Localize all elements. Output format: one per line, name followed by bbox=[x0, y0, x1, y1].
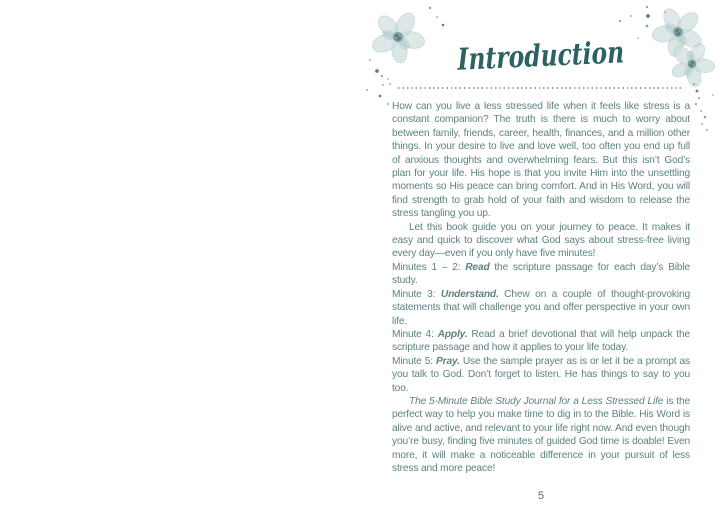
step-keyword: Read bbox=[465, 261, 490, 273]
step-item-minutes-1-2 bbox=[392, 261, 690, 288]
step-text: Chew on a couple of thought-provoking statements that will challenge you and offer perspective in your own life. bbox=[392, 288, 690, 327]
step-text: Use the sample prayer as is or let it be a prompt as you talk to God. Don’t forget to listen. He has things to say to you too. bbox=[392, 355, 690, 394]
step-prefix: Minute 3: bbox=[392, 288, 441, 300]
step-item-minute-5 bbox=[392, 355, 690, 395]
dotted-divider bbox=[398, 87, 682, 89]
body-text-column bbox=[392, 100, 690, 475]
step-keyword: Apply. bbox=[437, 328, 468, 340]
step-keyword: Pray. bbox=[435, 355, 460, 367]
step-text: Read a brief devotional that will help unpack the scripture passage and how it applies to your life today. bbox=[392, 328, 690, 354]
step-prefix: Minute 4: bbox=[392, 328, 438, 340]
chapter-title-text: Introduction bbox=[457, 35, 625, 78]
step-prefix: Minute 5: bbox=[392, 355, 436, 367]
step-keyword: Understand. bbox=[440, 288, 499, 300]
step-item-minute-4 bbox=[392, 328, 690, 355]
step-text: the scripture passage for each day’s Bible study. bbox=[392, 261, 690, 287]
chapter-title bbox=[392, 35, 690, 78]
book-title-reference: The 5-Minute Bible Study Journal for a Less Stressed Life bbox=[409, 395, 664, 407]
intro-paragraph-2: Let this book guide you on your journey to peace. It makes it easy and quick to discover what God says about stress-free living every day—even if you only have five minutes! bbox=[392, 221, 690, 260]
page-number: 5 bbox=[537, 490, 545, 502]
closing-text: is the perfect way to help you make time to dig in to the Bible. His Word is alive and active, and relevant to your life right now. And even though you’re busy, finding five minutes of guided God time is doable! Even more, it will make a noticeable difference in your pursuit of less stress and more peace! bbox=[392, 395, 690, 474]
step-prefix: Minutes 1 – 2: bbox=[392, 261, 466, 273]
intro-paragraph-1: How can you live a less stressed life when it feels like stress is a constant companion? The truth is there is much to worry about between family, friends, career, health, finances, and a million other things. In your desire to live and love well, too often you end up full of anxious thoughts and overwhelming fears. But this isn’t God’s plan for your life. His hope is that you invite Him into the unsettling moments so His peace can bring comfort. And in His Word, you will find strength to grab hold of your faith and wisdom to release the stress tangling you up. bbox=[392, 101, 690, 220]
closing-paragraph bbox=[392, 395, 690, 475]
step-item-minute-3 bbox=[392, 288, 690, 328]
